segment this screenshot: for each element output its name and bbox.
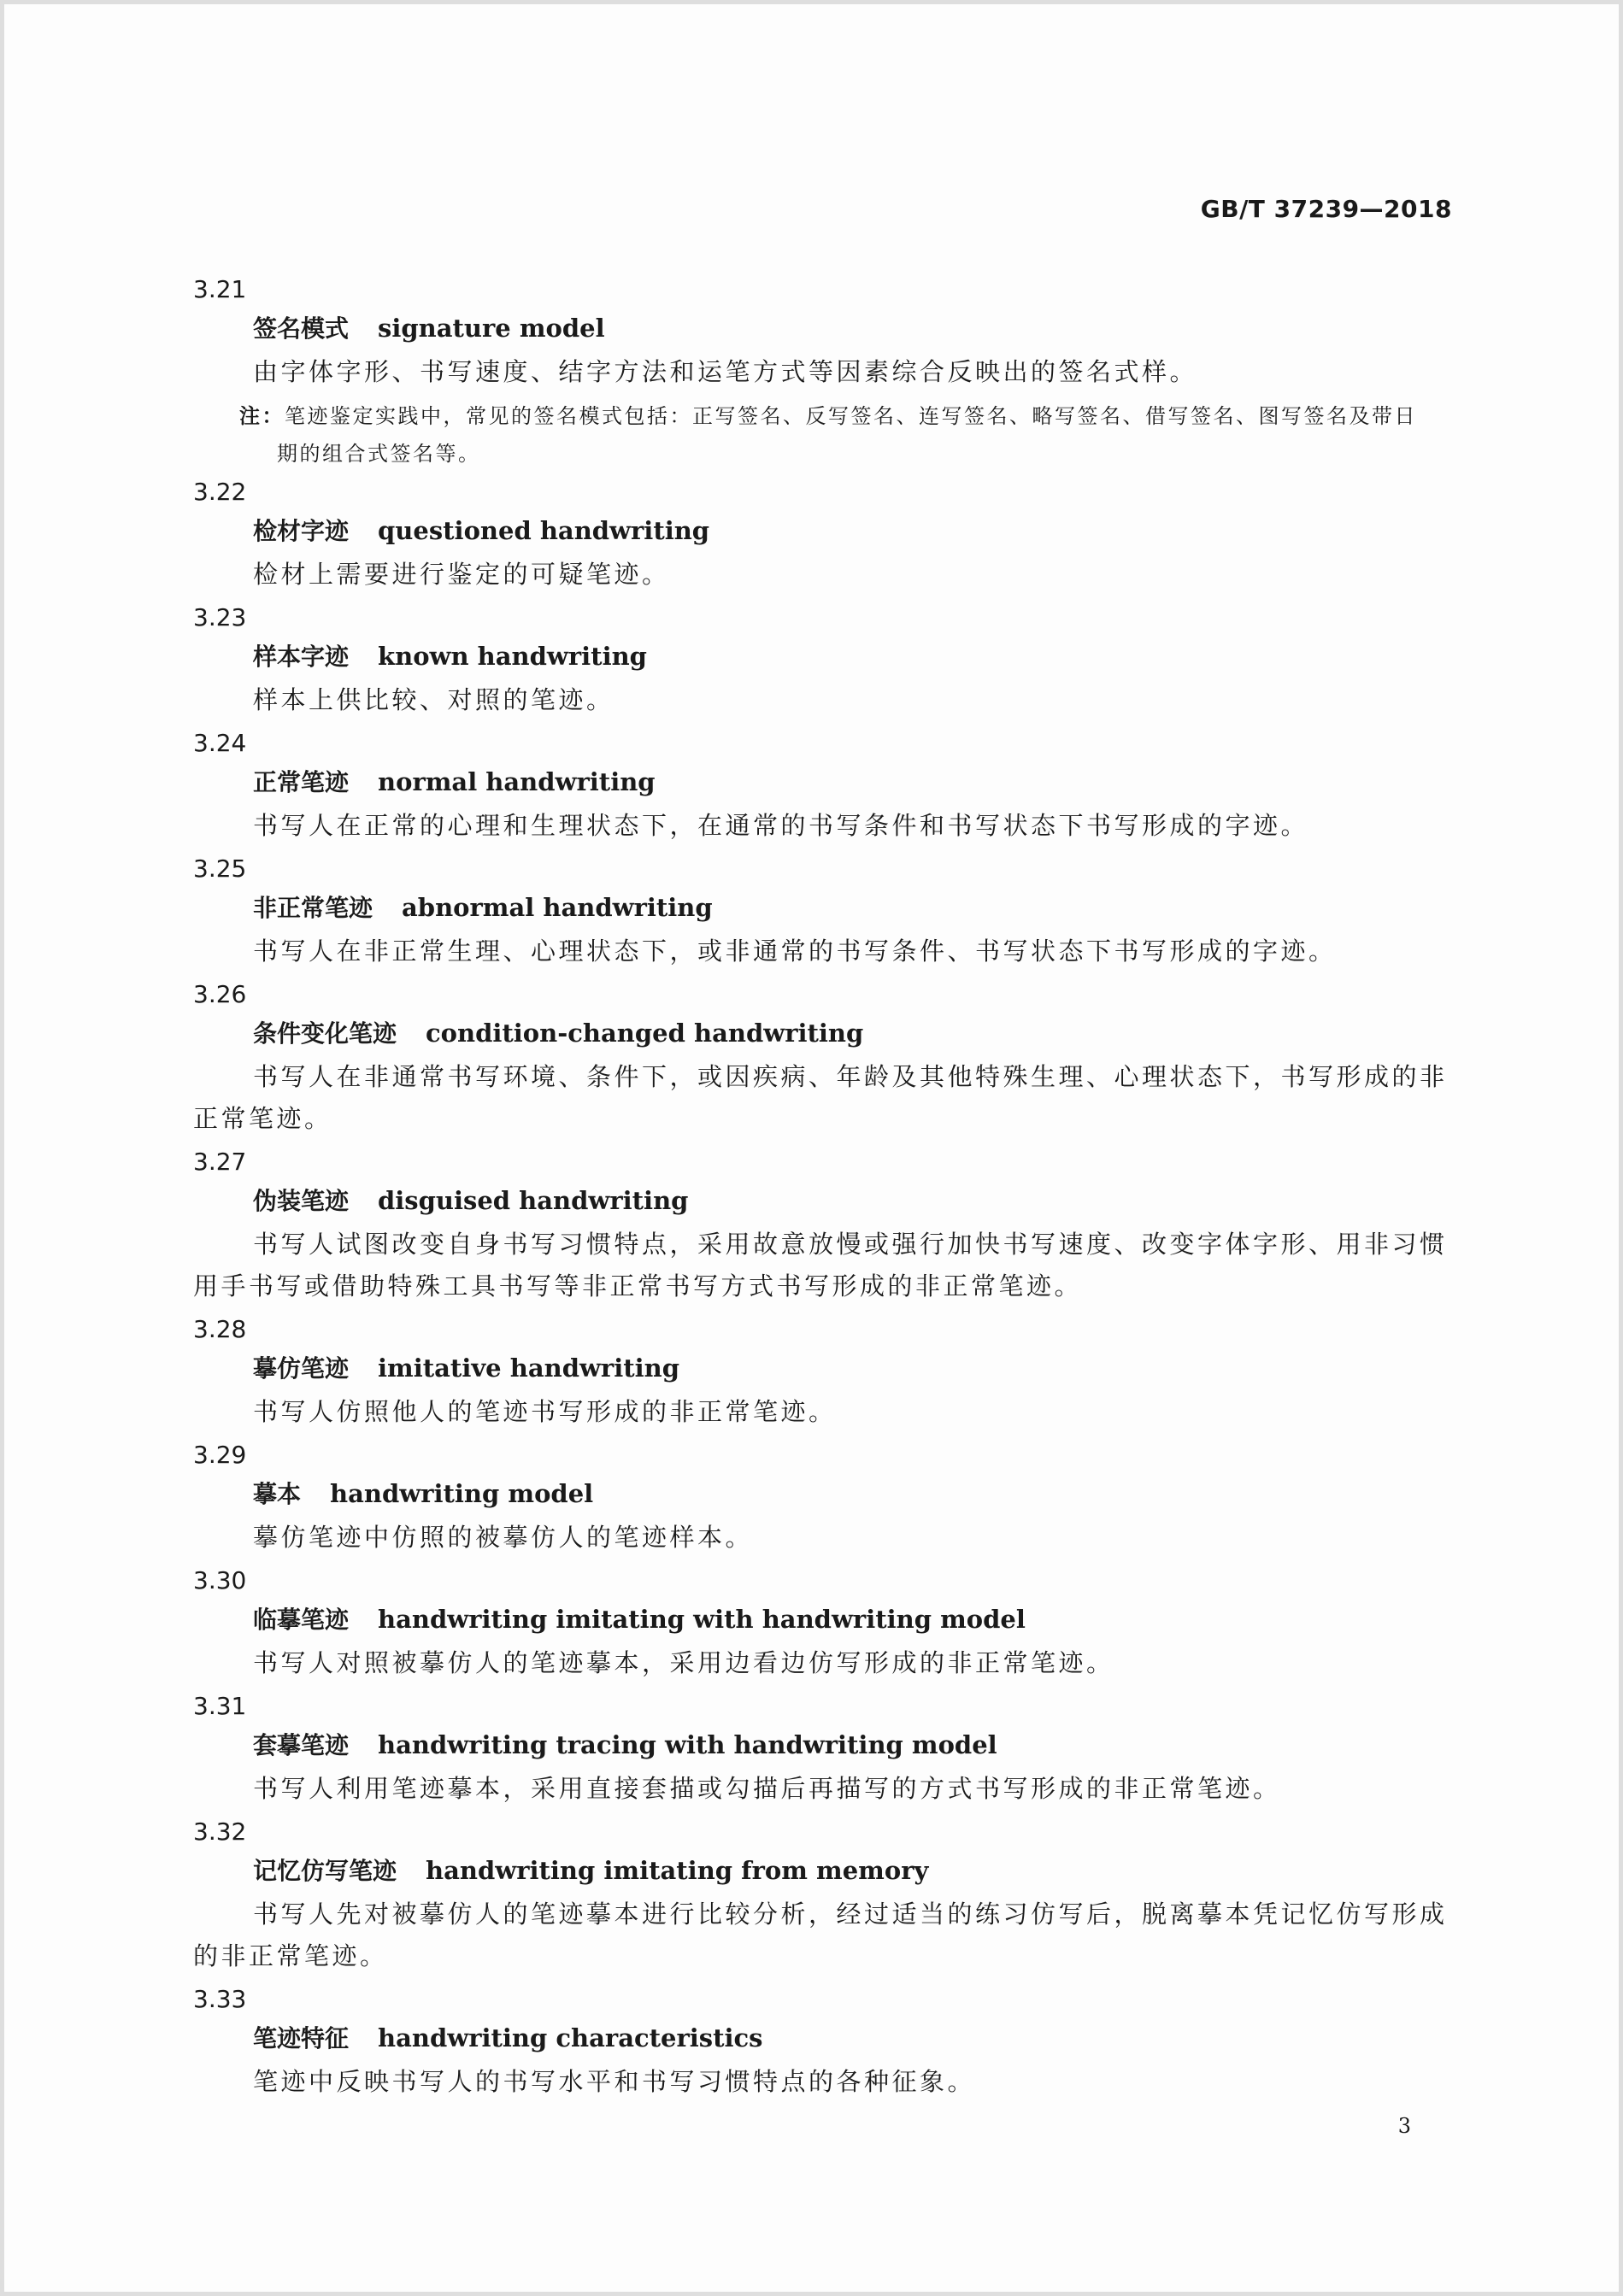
clause-number: 3.32	[193, 1817, 247, 1846]
term-chinese: 样本字迹	[253, 643, 350, 671]
clause-number: 3.29	[193, 1441, 247, 1469]
note-label: 注：	[239, 404, 285, 428]
term-english: condition-changed handwriting	[426, 1019, 864, 1048]
term-heading	[253, 307, 1453, 349]
term-english: handwriting imitating with handwriting model	[378, 1605, 1026, 1634]
standard-code: GB/T 37239—2018	[1200, 195, 1452, 223]
term-chinese: 正常笔迹	[253, 768, 350, 796]
term-definition: 书写人利用笔迹摹本，采用直接套描或勾描后再描写的方式书写形成的非正常笔迹。	[253, 1774, 1281, 1803]
term-entry-3-31	[193, 1688, 1453, 1810]
term-heading	[253, 760, 1453, 803]
term-english: questioned handwriting	[378, 516, 710, 545]
term-chinese: 签名模式	[253, 314, 350, 343]
term-note	[239, 397, 1453, 473]
term-heading	[253, 1012, 1453, 1054]
term-entry-3-30	[193, 1563, 1453, 1684]
term-english: normal handwriting	[378, 767, 656, 796]
clause-number: 3.30	[193, 1566, 247, 1594]
clause-number: 3.22	[193, 478, 247, 506]
term-heading	[253, 1598, 1453, 1641]
term-heading	[253, 635, 1453, 678]
term-heading	[253, 1849, 1453, 1892]
term-english: handwriting imitating from memory	[426, 1856, 929, 1885]
term-definition: 书写人在正常的心理和生理状态下，在通常的书写条件和书写状态下书写形成的字迹。	[253, 811, 1309, 840]
clause-number: 3.27	[193, 1148, 247, 1176]
term-heading	[253, 1347, 1453, 1389]
term-definition: 书写人先对被摹仿人的笔迹摹本进行比较分析，经过适当的练习仿写后，脱离摹本凭记忆仿写形成的非正常笔迹。	[193, 1900, 1448, 1970]
term-chinese: 摹本	[253, 1480, 302, 1508]
term-chinese: 套摹笔迹	[253, 1731, 350, 1759]
clause-number: 3.31	[193, 1692, 247, 1720]
clause-number: 3.25	[193, 854, 247, 883]
term-english: disguised handwriting	[378, 1186, 689, 1215]
term-chinese: 检材字迹	[253, 517, 350, 545]
term-definition: 笔迹中反映书写人的书写水平和书写习惯特点的各种征象。	[253, 2067, 976, 2096]
note-text-line-2: 期的组合式签名等。	[277, 442, 481, 466]
term-entry-3-21	[193, 272, 1453, 473]
page-number: 3	[1397, 2114, 1411, 2138]
term-entry-3-27	[193, 1144, 1453, 1307]
term-heading	[253, 2017, 1453, 2059]
term-chinese: 摹仿笔迹	[253, 1354, 350, 1383]
note-text-line-1: 笔迹鉴定实践中，常见的签名模式包括：正写签名、反写签名、连写签名、略写签名、借写签名、图写签名及带日	[285, 404, 1417, 428]
clause-number: 3.33	[193, 1985, 247, 2013]
term-entry-3-28	[193, 1312, 1453, 1433]
term-chinese: 笔迹特征	[253, 2024, 350, 2052]
term-english: signature model	[378, 314, 605, 343]
term-english: known handwriting	[378, 642, 647, 671]
term-definition: 书写人对照被摹仿人的笔迹摹本，采用边看边仿写形成的非正常笔迹。	[253, 1648, 1114, 1677]
term-chinese: 非正常笔迹	[253, 894, 373, 922]
term-english: handwriting characteristics	[378, 2023, 763, 2052]
term-chinese: 条件变化笔迹	[253, 1019, 397, 1048]
term-chinese: 临摹笔迹	[253, 1606, 350, 1634]
term-entry-3-25	[193, 851, 1453, 972]
term-english: handwriting model	[330, 1479, 594, 1508]
term-chinese: 伪装笔迹	[253, 1187, 350, 1215]
clause-number: 3.28	[193, 1315, 247, 1343]
term-entry-3-23	[193, 600, 1453, 721]
term-heading	[253, 1179, 1453, 1222]
clause-number: 3.23	[193, 603, 247, 631]
term-definition: 样本上供比较、对照的笔迹。	[253, 685, 615, 714]
terms-list	[193, 272, 1453, 2107]
term-english: imitative handwriting	[378, 1354, 679, 1383]
clause-number: 3.21	[193, 275, 247, 303]
term-english: handwriting tracing with handwriting model	[378, 1730, 997, 1759]
term-definition: 由字体字形、书写速度、结字方法和运笔方式等因素综合反映出的签名式样。	[253, 357, 1198, 386]
term-definition: 摹仿笔迹中仿照的被摹仿人的笔迹样本。	[253, 1523, 754, 1552]
term-heading	[253, 509, 1453, 552]
term-heading	[253, 886, 1453, 929]
term-entry-3-24	[193, 725, 1453, 847]
term-definition: 书写人在非正常生理、心理状态下，或非通常的书写条件、书写状态下书写形成的字迹。	[253, 937, 1337, 966]
term-definition: 书写人在非通常书写环境、条件下，或因疾病、年龄及其他特殊生理、心理状态下，书写形成的非正常笔迹。	[193, 1062, 1448, 1133]
term-heading	[253, 1723, 1453, 1766]
clause-number: 3.24	[193, 729, 247, 757]
term-definition: 书写人试图改变自身书写习惯特点，采用故意放慢或强行加快书写速度、改变字体字形、用非习惯用手书写或借助特殊工具书写等非正常书写方式书写形成的非正常笔迹。	[193, 1230, 1448, 1301]
term-entry-3-22	[193, 474, 1453, 596]
term-heading	[253, 1472, 1453, 1515]
term-entry-3-26	[193, 977, 1453, 1140]
term-entry-3-33	[193, 1982, 1453, 2103]
term-chinese: 记忆仿写笔迹	[253, 1857, 397, 1885]
clause-number: 3.26	[193, 980, 247, 1008]
term-english: abnormal handwriting	[402, 893, 713, 922]
term-entry-3-32	[193, 1814, 1453, 1977]
term-definition: 检材上需要进行鉴定的可疑笔迹。	[253, 560, 670, 589]
term-definition: 书写人仿照他人的笔迹书写形成的非正常笔迹。	[253, 1397, 837, 1426]
term-entry-3-29	[193, 1437, 1453, 1559]
